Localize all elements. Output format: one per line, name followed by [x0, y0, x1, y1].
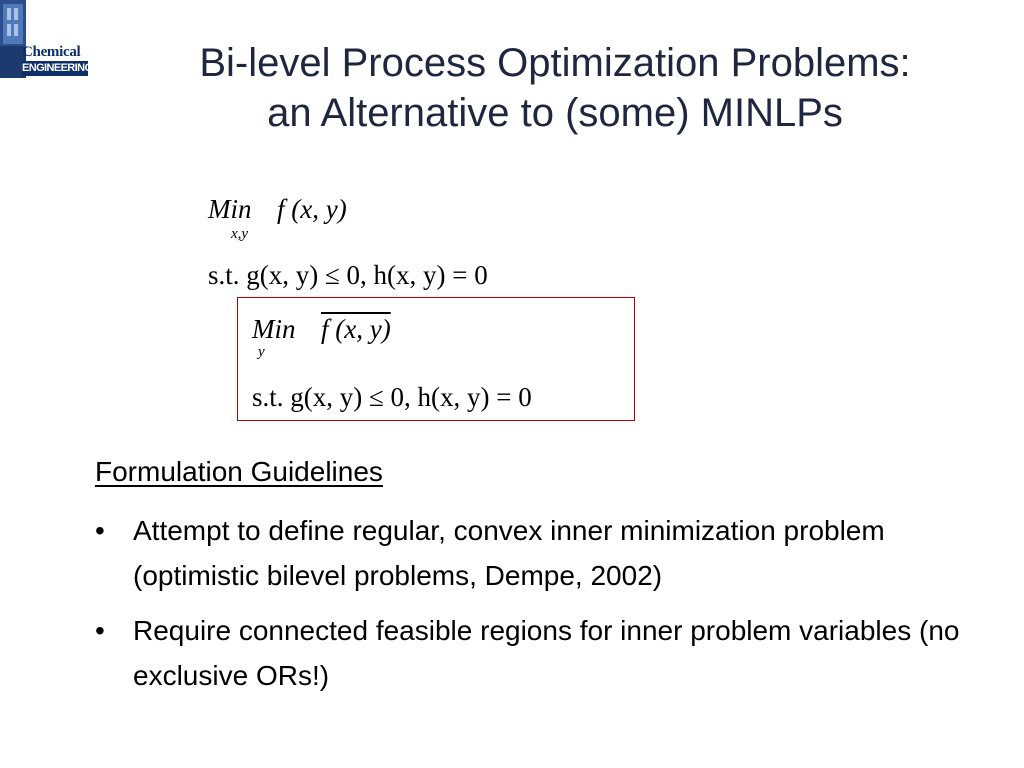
guideline-text-1: Attempt to define regular, convex inner minimization problem (optimistic bilevel problems, Dempe, 2002) — [133, 515, 885, 591]
title-line-1: Bi-level Process Optimization Problems: — [199, 41, 911, 85]
title-line-2: an Alternative to (some) MINLPs — [267, 91, 843, 135]
formulation-guidelines-heading: Formulation Guidelines — [95, 456, 383, 487]
outer-min-subscript: x,y — [231, 226, 249, 242]
logo-text-chemical: Chemical — [22, 44, 81, 60]
guidelines-list — [95, 508, 975, 708]
slide-title — [110, 38, 1000, 138]
inner-objective-expression: f (x, y) — [321, 314, 391, 344]
list-item — [95, 508, 975, 598]
bullet-icon: • — [95, 615, 105, 646]
guideline-text-2: Require connected feasible regions for inner problem variables (no exclusive ORs!) — [133, 615, 960, 691]
bullet-icon: • — [95, 515, 105, 546]
inner-objective — [252, 314, 391, 345]
outer-objective-expression: f (x, y) — [277, 194, 347, 224]
chemical-engineering-logo — [0, 0, 93, 78]
outer-min-operator: Min — [208, 194, 252, 224]
outer-objective — [208, 194, 347, 225]
list-item — [95, 608, 975, 698]
logo-text-engineering: ENGINEERING — [22, 62, 93, 74]
inner-constraints: s.t. g(x, y) ≤ 0, h(x, y) = 0 — [252, 382, 532, 412]
inner-min-operator: Min — [252, 314, 296, 344]
inner-min-subscript: y — [258, 344, 265, 360]
outer-constraints: s.t. g(x, y) ≤ 0, h(x, y) = 0 — [208, 260, 488, 290]
